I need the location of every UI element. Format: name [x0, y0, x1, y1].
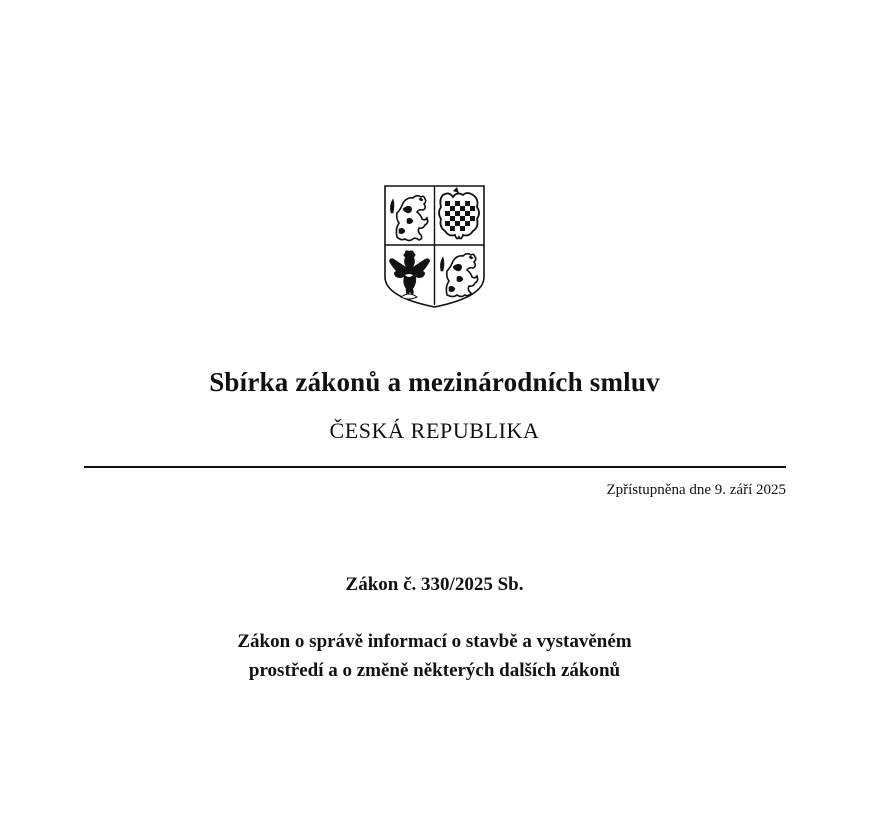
publication-date: Zpřístupněna dne 9. září 2025: [606, 482, 786, 498]
czech-state-coat-of-arms-icon: [383, 185, 486, 309]
collection-title: Sbírka zákonů a mezinárodních smluv: [209, 367, 660, 397]
act-title-line: Zákon o správě informací o stavbě a vystavěném: [237, 631, 632, 652]
act-number: Zákon č. 330/2025 Sb.: [345, 574, 524, 595]
act-title: [0, 627, 869, 685]
country-name: ČESKÁ REPUBLIKA: [329, 418, 540, 443]
act-title-line: prostředí a o změně některých dalších zákonů: [248, 660, 621, 681]
header-divider: [84, 466, 786, 468]
